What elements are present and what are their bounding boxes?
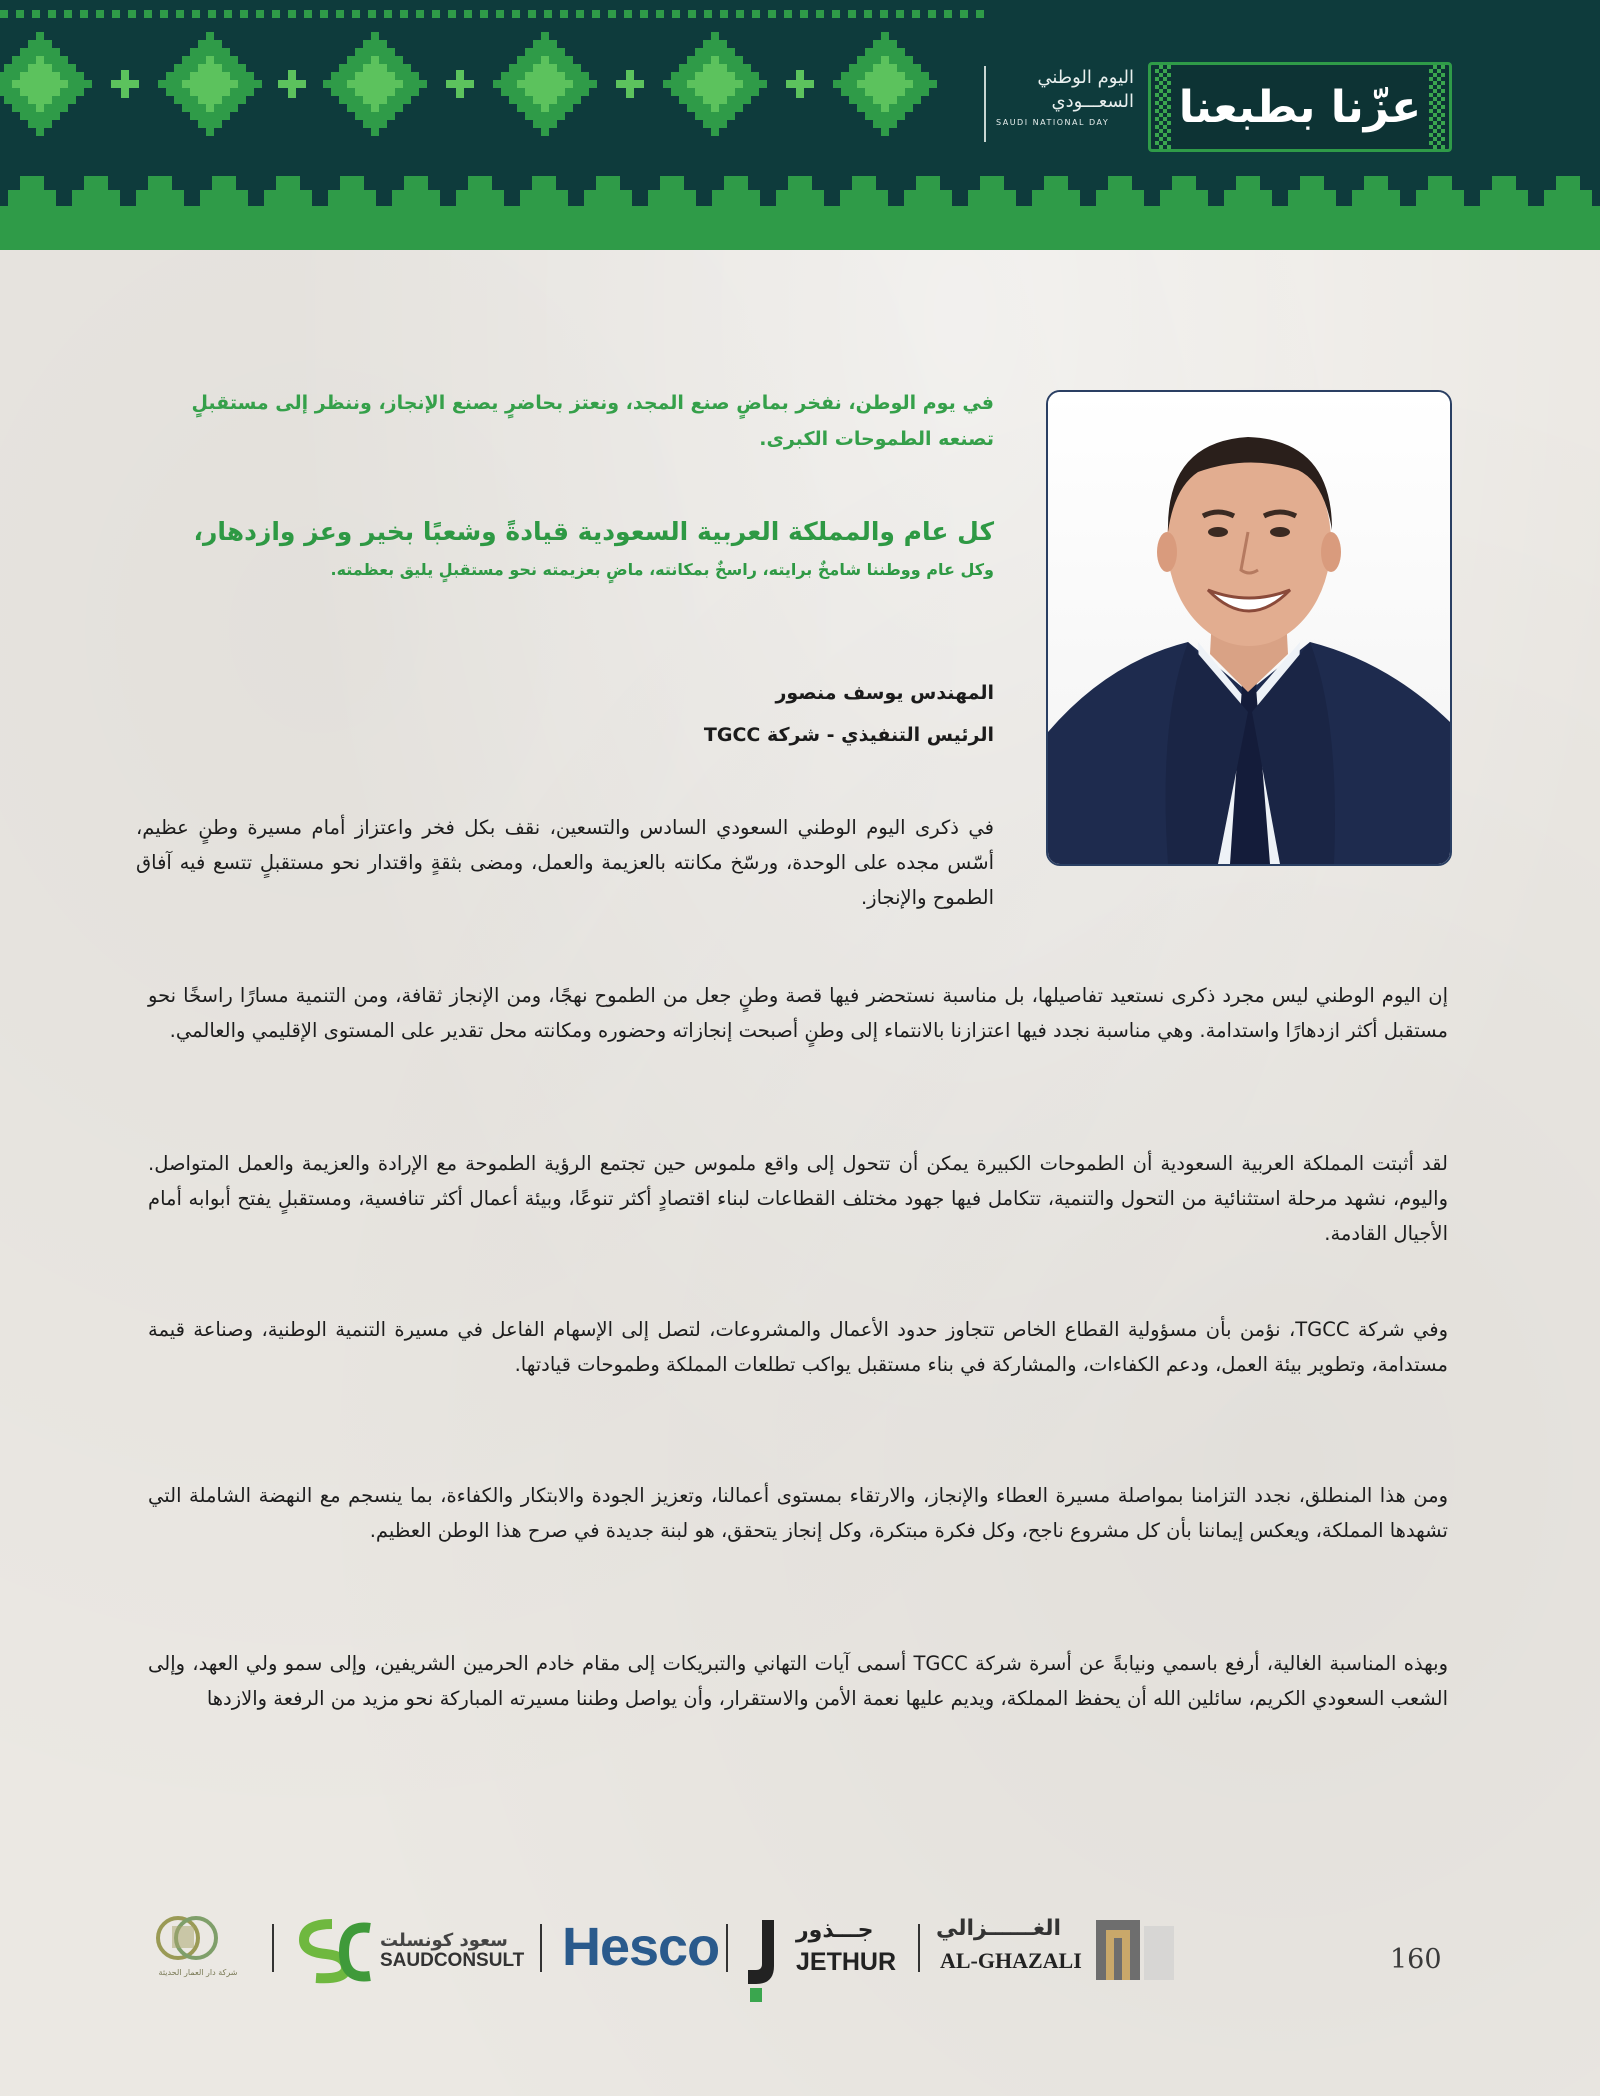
signature-name: المهندس يوسف منصور: [775, 682, 994, 704]
pattern-dot: [160, 10, 168, 18]
pattern-dot: [560, 10, 568, 18]
pattern-diamond: [20, 88, 60, 96]
pattern-diamond: [865, 112, 905, 120]
pattern-diamond: [20, 112, 60, 120]
pattern-dot: [832, 10, 840, 18]
pattern-dot: [640, 10, 648, 18]
pattern-diamond: [873, 40, 897, 48]
pattern-diamond: [190, 48, 230, 56]
pattern-diamond: [206, 32, 214, 40]
article-paragraph-first: في ذكرى اليوم الوطني السعودي السادس والتسعين، نقف بكل فخر واعتزاز أمام مسيرة وطنٍ عظيم، أسّس مجده على الوحدة، ورسّخ مكانته بالعزيمة والعمل، ومضى بثقةٍ واقتدار نحو مستقبلٍ تتسع فيه آفاق الطموح والإنجاز.: [136, 816, 994, 909]
pattern-diamond: [28, 96, 52, 104]
jethur-mark: [744, 1920, 788, 2004]
pattern-dot: [48, 10, 56, 18]
pattern-diamond: [541, 104, 549, 112]
pattern-dot: [496, 10, 504, 18]
pattern-step: [468, 176, 492, 190]
pattern-dot: [96, 10, 104, 18]
pattern-dot: [480, 10, 488, 18]
pattern-dot: [368, 10, 376, 18]
pattern-diamond: [541, 32, 549, 40]
pattern-dot: [176, 10, 184, 18]
pattern-dot: [656, 10, 664, 18]
pattern-cross: [446, 80, 474, 88]
pattern-diamond: [533, 64, 557, 72]
pattern-diamond: [36, 128, 44, 136]
pattern-dot: [416, 10, 424, 18]
article-paragraph: لقد أثبتت المملكة العربية السعودية أن الطموحات الكبيرة يمكن أن تتحول إلى واقع ملموس حين تجتمع الرؤية الطموحة مع الإرادة والعزيمة والعمل المتواصل. واليوم، نشهد مرحلة استثنائية من التحول والتنمية، تتكامل فيها جهود مختلف القطاعات لبناء اقتصادٍ أكثر تنوعًا، وبيئة أعمال أكثر تنافسية، ومستقبلٍ يفتح أبوابه أمام الأجيال القادمة.: [148, 1152, 1448, 1245]
pattern-step: [328, 190, 376, 206]
pattern-step: [148, 176, 172, 190]
intro-quote: في يوم الوطن، نفخر بماضٍ صنع المجد، ونعتز بحاضرٍ يصنع الإنجاز، وننظر إلى مستقبلٍ تصنعه الطموحات الكبرى.: [191, 392, 994, 450]
brand-checker-left: [1155, 65, 1171, 149]
brand-checker-right: [1429, 65, 1445, 149]
logo-separator: [540, 1924, 542, 1972]
pattern-dot: [928, 10, 936, 18]
pattern-diamond: [695, 72, 735, 80]
pattern-step: [1032, 190, 1080, 206]
national-day-en: SAUDI NATIONAL DAY: [996, 118, 1110, 127]
pattern-dot: [624, 10, 632, 18]
pattern-step: [1428, 176, 1452, 190]
pattern-dot: [16, 10, 24, 18]
pattern-diamond: [355, 88, 395, 96]
pattern-step: [660, 176, 684, 190]
pattern-diamond: [711, 104, 719, 112]
pattern-diamond: [198, 64, 222, 72]
pattern-dot: [768, 10, 776, 18]
pattern-dot: [384, 10, 392, 18]
pattern-step: [1160, 190, 1208, 206]
pattern-step: [1556, 176, 1580, 190]
pattern-dot: [960, 10, 968, 18]
pattern-step: [840, 190, 888, 206]
pattern-dot: [80, 10, 88, 18]
greeting-subtitle: وكل عام ووطننا شامخٌ برايته، راسخٌ بمكانته، ماضٍ بعزيمته نحو مستقبلٍ يليق بعظمته.: [330, 560, 994, 579]
pattern-step: [532, 176, 556, 190]
pattern-dot: [336, 10, 344, 18]
jethur-en: JETHUR: [796, 1948, 897, 1976]
article-paragraph: إن اليوم الوطني ليس مجرد ذكرى نستعيد تفاصيلها، بل مناسبة نستحضر فيها قصة وطنٍ جعل من الطموح نهجًا، ومن الإنجاز ثقافة، ومن التنمية مسارًا راسخًا نحو مستقبل أكثر ازدهارًا واستدامة. وهي مناسبة نجدد فيها اعتزازنا بالانتماء إلى وطنٍ أصبحت إنجازاته وحضوره ومكانته محل تقدير على المستوى الإقليمي والعالمي.: [148, 984, 1448, 1042]
pattern-step: [1172, 176, 1196, 190]
pattern-diamond: [355, 72, 395, 80]
pattern-diamond: [371, 104, 379, 112]
pattern-diamond: [703, 40, 727, 48]
pattern-dot: [432, 10, 440, 18]
pattern-step: [788, 176, 812, 190]
pattern-diamond: [881, 128, 889, 136]
pattern-diamond: [371, 32, 379, 40]
pattern-step: [200, 190, 248, 206]
pattern-step: [712, 190, 760, 206]
pattern-step: [1108, 176, 1132, 190]
pattern-step: [1480, 190, 1528, 206]
pattern-dot: [0, 10, 8, 18]
pattern-diamond: [881, 32, 889, 40]
pattern-diamond: [711, 128, 719, 136]
pattern-step: [596, 176, 620, 190]
pattern-dot: [544, 10, 552, 18]
pattern-dot: [304, 10, 312, 18]
pattern-diamond: [198, 120, 222, 128]
pattern-dot: [208, 10, 216, 18]
pattern-dot: [736, 10, 744, 18]
signature-role: الرئيس التنفيذي - شركة TGCC: [703, 724, 994, 746]
jethur-ar: جـــذور: [796, 1918, 874, 1943]
pattern-diamond: [687, 80, 743, 88]
pattern-dot: [688, 10, 696, 18]
national-day-logo: [984, 66, 1134, 142]
pattern-step: [1300, 176, 1324, 190]
pattern-diamond: [371, 56, 379, 64]
pattern-step: [648, 190, 696, 206]
pattern-dot: [128, 10, 136, 18]
saudconsult-en: SAUDCONSULT: [380, 1950, 525, 1971]
pattern-step: [724, 176, 748, 190]
pattern-dot: [64, 10, 72, 18]
pattern-diamond: [190, 88, 230, 96]
pattern-dot: [720, 10, 728, 18]
pattern-step: [980, 176, 1004, 190]
pattern-step: [520, 190, 568, 206]
pattern-diamond: [206, 128, 214, 136]
ceo-portrait: [1046, 390, 1452, 866]
pattern-step: [392, 190, 440, 206]
pattern-dot: [144, 10, 152, 18]
ghazali-en: AL-GHAZALI: [940, 1948, 1082, 1973]
pattern-dot: [288, 10, 296, 18]
pattern-step: [1544, 190, 1592, 206]
pattern-diamond: [695, 88, 735, 96]
pattern-dot: [608, 10, 616, 18]
pattern-diamond: [525, 48, 565, 56]
page-number: 160: [1390, 1944, 1442, 1975]
pattern-diamond: [533, 120, 557, 128]
pattern-cross: [616, 80, 644, 88]
pattern-diamond: [703, 120, 727, 128]
pattern-dot: [224, 10, 232, 18]
pattern-diamond: [541, 56, 549, 64]
pattern-diamond: [206, 56, 214, 64]
pattern-step: [404, 176, 428, 190]
ghazali-mark: [1096, 1920, 1176, 1980]
pattern-step: [1236, 176, 1260, 190]
dar-alemar-caption: شركة دار العمار الحديثة: [158, 1968, 238, 1977]
pattern-step: [1096, 190, 1144, 206]
pattern-step: [852, 176, 876, 190]
pattern-dot: [320, 10, 328, 18]
pattern-diamond: [347, 80, 403, 88]
pattern-step: [276, 176, 300, 190]
pattern-dot: [752, 10, 760, 18]
national-day-line1: اليوم الوطني: [1037, 67, 1134, 88]
pattern-dot: [32, 10, 40, 18]
brand-text: عزّنا بطبعنا: [1178, 81, 1422, 133]
pattern-diamond: [355, 48, 395, 56]
pattern-diamond: [711, 56, 719, 64]
pattern-step: [84, 176, 108, 190]
pattern-diamond: [363, 64, 387, 72]
pattern-diamond: [525, 88, 565, 96]
pattern-dot: [112, 10, 120, 18]
pattern-dot: [800, 10, 808, 18]
pattern-step: [916, 176, 940, 190]
pattern-diamond: [363, 40, 387, 48]
pattern-step: [212, 176, 236, 190]
pattern-diamond: [355, 112, 395, 120]
pattern-diamond: [206, 104, 214, 112]
pattern-step: [1044, 176, 1068, 190]
pattern-dot: [816, 10, 824, 18]
pattern-dot: [576, 10, 584, 18]
pattern-diamond: [533, 40, 557, 48]
pattern-band: [0, 206, 1600, 250]
pattern-diamond: [873, 96, 897, 104]
pattern-dot: [864, 10, 872, 18]
pattern-diamond: [865, 48, 905, 56]
pattern-diamond: [703, 96, 727, 104]
pattern-diamond: [28, 64, 52, 72]
header-banner: [0, 0, 1600, 250]
pattern-diamond: [711, 32, 719, 40]
pattern-diamond: [525, 72, 565, 80]
pattern-diamond: [525, 112, 565, 120]
pattern-diamond: [703, 64, 727, 72]
pattern-dot: [784, 10, 792, 18]
pattern-dot: [976, 10, 984, 18]
pattern-cross: [786, 80, 814, 88]
logo-separator: [918, 1924, 920, 1972]
pattern-diamond: [881, 56, 889, 64]
pattern-dot: [528, 10, 536, 18]
pattern-cross: [111, 80, 139, 88]
pattern-dot: [672, 10, 680, 18]
pattern-step: [904, 190, 952, 206]
pattern-diamond: [182, 80, 238, 88]
pattern-step: [776, 190, 824, 206]
pattern-dot: [896, 10, 904, 18]
pattern-step: [968, 190, 1016, 206]
pattern-diamond: [695, 112, 735, 120]
article-paragraph: وبهذه المناسبة الغالية، أرفع باسمي ونيابةً عن أسرة شركة TGCC أسمى آيات التهاني والتبريكات إلى مقام خادم الحرمين الشريفين، وإلى سمو ولي العهد، وإلى الشعب السعودي الكريم، سائلين الله أن يحفظ المملكة، ويديم عليها نعمة الأمن والاستقرار، وأن يواصل وطننا مسيرته المباركة نحو مزيد من الرفعة والازدها: [148, 1652, 1448, 1710]
pattern-dot: [240, 10, 248, 18]
pattern-diamond: [541, 128, 549, 136]
pattern-diamond: [865, 88, 905, 96]
pattern-dot: [912, 10, 920, 18]
pattern-step: [72, 190, 120, 206]
pattern-step: [1352, 190, 1400, 206]
pattern-diamond: [190, 112, 230, 120]
pattern-dot: [352, 10, 360, 18]
pattern-diamond: [190, 72, 230, 80]
pattern-step: [136, 190, 184, 206]
dar-alemar-logo: [138, 1912, 238, 1968]
pattern-dot: [848, 10, 856, 18]
pattern-step: [340, 176, 364, 190]
pattern-dot: [448, 10, 456, 18]
saudconsult-mark: [298, 1918, 374, 1984]
ghazali-ar: الغــــــزالي: [936, 1916, 1062, 1941]
pattern-step: [1364, 176, 1388, 190]
pattern-dot: [256, 10, 264, 18]
pattern-dot: [944, 10, 952, 18]
hesco-logo: Hesco: [562, 1917, 720, 1977]
pattern-step: [20, 176, 44, 190]
pattern-diamond: [873, 64, 897, 72]
pattern-dot: [880, 10, 888, 18]
pattern-diamond: [198, 40, 222, 48]
pattern-dot: [272, 10, 280, 18]
pattern-diamond: [857, 80, 913, 88]
pattern-step: [264, 190, 312, 206]
pattern-diamond: [12, 80, 68, 88]
pattern-diamond: [36, 104, 44, 112]
pattern-diamond: [371, 128, 379, 136]
pattern-diamond: [865, 72, 905, 80]
logo-separator: [272, 1924, 274, 1972]
pattern-diamond: [881, 104, 889, 112]
pattern-dot: [512, 10, 520, 18]
pattern-step: [1224, 190, 1272, 206]
pattern-diamond: [28, 40, 52, 48]
pattern-diamond: [36, 32, 44, 40]
pattern-step: [584, 190, 632, 206]
article-paragraph: وفي شركة TGCC، نؤمن بأن مسؤولية القطاع الخاص تتجاوز حدود الأعمال والمشروعات، لتصل إلى الإسهام الفاعل في مسيرة التنمية الوطنية، وصناعة قيمة مستدامة، وتطوير بيئة العمل، ودعم الكفاءات، والمشاركة في بناء مستقبل يواكب تطلعات المملكة وطموحات قيادتها.: [148, 1318, 1448, 1376]
pattern-diamond: [363, 120, 387, 128]
pattern-dot: [192, 10, 200, 18]
pattern-step: [1288, 190, 1336, 206]
pattern-diamond: [695, 48, 735, 56]
pattern-diamond: [873, 120, 897, 128]
pattern-dot: [704, 10, 712, 18]
national-day-line2: السعـــودي: [1051, 91, 1134, 112]
pattern-dot: [464, 10, 472, 18]
pattern-diamond: [28, 120, 52, 128]
pattern-step: [1416, 190, 1464, 206]
pattern-diamond: [363, 96, 387, 104]
article-paragraph: ومن هذا المنطلق، نجدد التزامنا بمواصلة مسيرة العطاء والإنجاز، والارتقاء بمستوى أعمالنا، وتعزيز الجودة والابتكار والكفاءة، بما ينسجم مع النهضة الشاملة التي تشهدها المملكة، ويعكس إيماننا بأن كل مشروع ناجح، وكل فكرة مبتكرة، وكل إنجاز يتحقق، هو لبنة جديدة في صرح هذا الوطن العظيم.: [148, 1484, 1448, 1542]
logo-separator: [726, 1924, 728, 1972]
saudconsult-ar: سعود كونسلت: [380, 1930, 508, 1951]
pattern-diamond: [198, 96, 222, 104]
pattern-diamond: [20, 72, 60, 80]
greeting-title: كل عام والمملكة العربية السعودية قيادةً وشعبًا بخير وعز وازدهار،: [193, 517, 994, 546]
pattern-diamond: [20, 48, 60, 56]
pattern-diamond: [517, 80, 573, 88]
pattern-step: [1492, 176, 1516, 190]
pattern-cross: [278, 80, 306, 88]
pattern-diamond: [36, 56, 44, 64]
pattern-step: [456, 190, 504, 206]
pattern-diamond: [533, 96, 557, 104]
pattern-dot: [400, 10, 408, 18]
brand-logo-box: [1148, 62, 1452, 152]
pattern-step: [8, 190, 56, 206]
pattern-dot: [592, 10, 600, 18]
